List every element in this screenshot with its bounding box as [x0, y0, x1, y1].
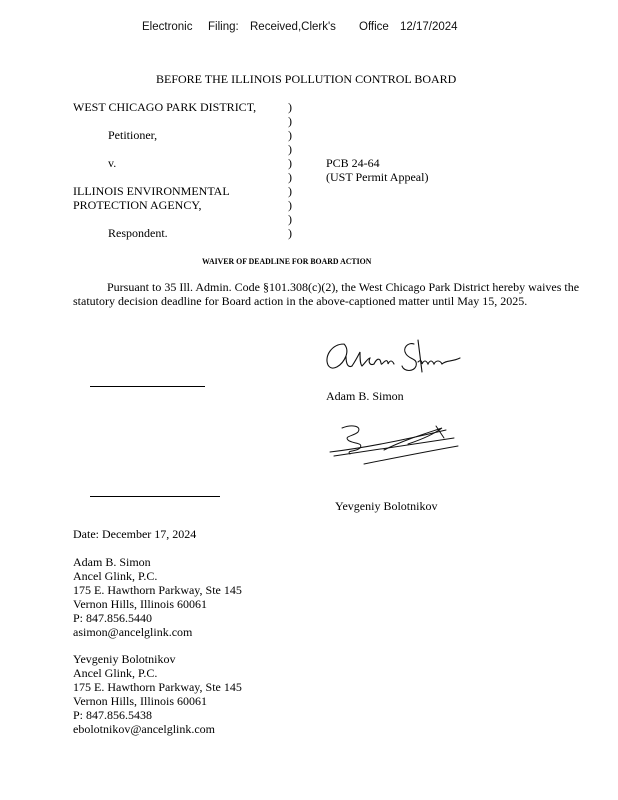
versus: v. [108, 156, 117, 170]
contact-block-1 [73, 555, 242, 639]
respondent-name-line1: ILLINOIS ENVIRONMENTAL [73, 184, 230, 198]
petitioner-role: Petitioner, [108, 128, 158, 142]
signature-line-left-1 [90, 386, 205, 387]
contact-address1: 175 E. Hawthorn Parkway, Ste 145 [73, 680, 242, 694]
signer-name-2: Yevgeniy Bolotnikov [335, 499, 438, 513]
contact-firm: Ancel Glink, P.C. [73, 569, 158, 583]
contact-block-2 [73, 652, 242, 736]
case-number: PCB 24-64 [326, 156, 380, 170]
petitioner-name: WEST CHICAGO PARK DISTRICT, [73, 100, 257, 114]
filing-stamp-office: Office [359, 21, 389, 33]
respondent-role: Respondent. [108, 226, 168, 240]
filing-stamp-date: 12/17/2024 [400, 21, 458, 33]
case-type: (UST Permit Appeal) [326, 170, 429, 184]
caption-parentheses: ) ) ) ) ) ) ) ) ) ) [288, 100, 292, 240]
contact-address2: Vernon Hills, Illinois 60061 [73, 694, 207, 708]
signature-image-adam-simon [322, 338, 472, 378]
contact-phone: P: 847.856.5440 [73, 611, 153, 625]
signer-name-1: Adam B. Simon [326, 389, 404, 403]
document-title: WAIVER OF DEADLINE FOR BOARD ACTION [202, 256, 372, 266]
contact-firm: Ancel Glink, P.C. [73, 666, 158, 680]
contact-address2: Vernon Hills, Illinois 60061 [73, 597, 207, 611]
contact-email[interactable]: asimon@ancelglink.com [73, 625, 193, 639]
contact-email[interactable]: ebolotnikov@ancelglink.com [73, 722, 216, 736]
respondent-name-line2: PROTECTION AGENCY, [73, 198, 202, 212]
filing-stamp-filing: Filing: [208, 21, 239, 33]
filing-stamp-electronic: Electronic [142, 21, 193, 33]
filing-stamp-received: Received,Clerk's [250, 21, 336, 33]
signature-line-left-2 [90, 496, 220, 497]
date-line: Date: December 17, 2024 [73, 527, 197, 541]
contact-name: Adam B. Simon [73, 555, 151, 569]
body-paragraph: Pursuant to 35 Ill. Admin. Code §101.308(c)(2), the West Chicago Park District hereby waives the statutory decision deadline for Board action in the above-captioned matter until May 15, 2025. [73, 280, 580, 309]
contact-name: Yevgeniy Bolotnikov [73, 652, 176, 666]
signature-image-yevgeniy-bolotnikov [324, 420, 464, 470]
contact-phone: P: 847.856.5438 [73, 708, 153, 722]
page-heading: BEFORE THE ILLINOIS POLLUTION CONTROL BOARD [156, 72, 457, 86]
contact-address1: 175 E. Hawthorn Parkway, Ste 145 [73, 583, 242, 597]
